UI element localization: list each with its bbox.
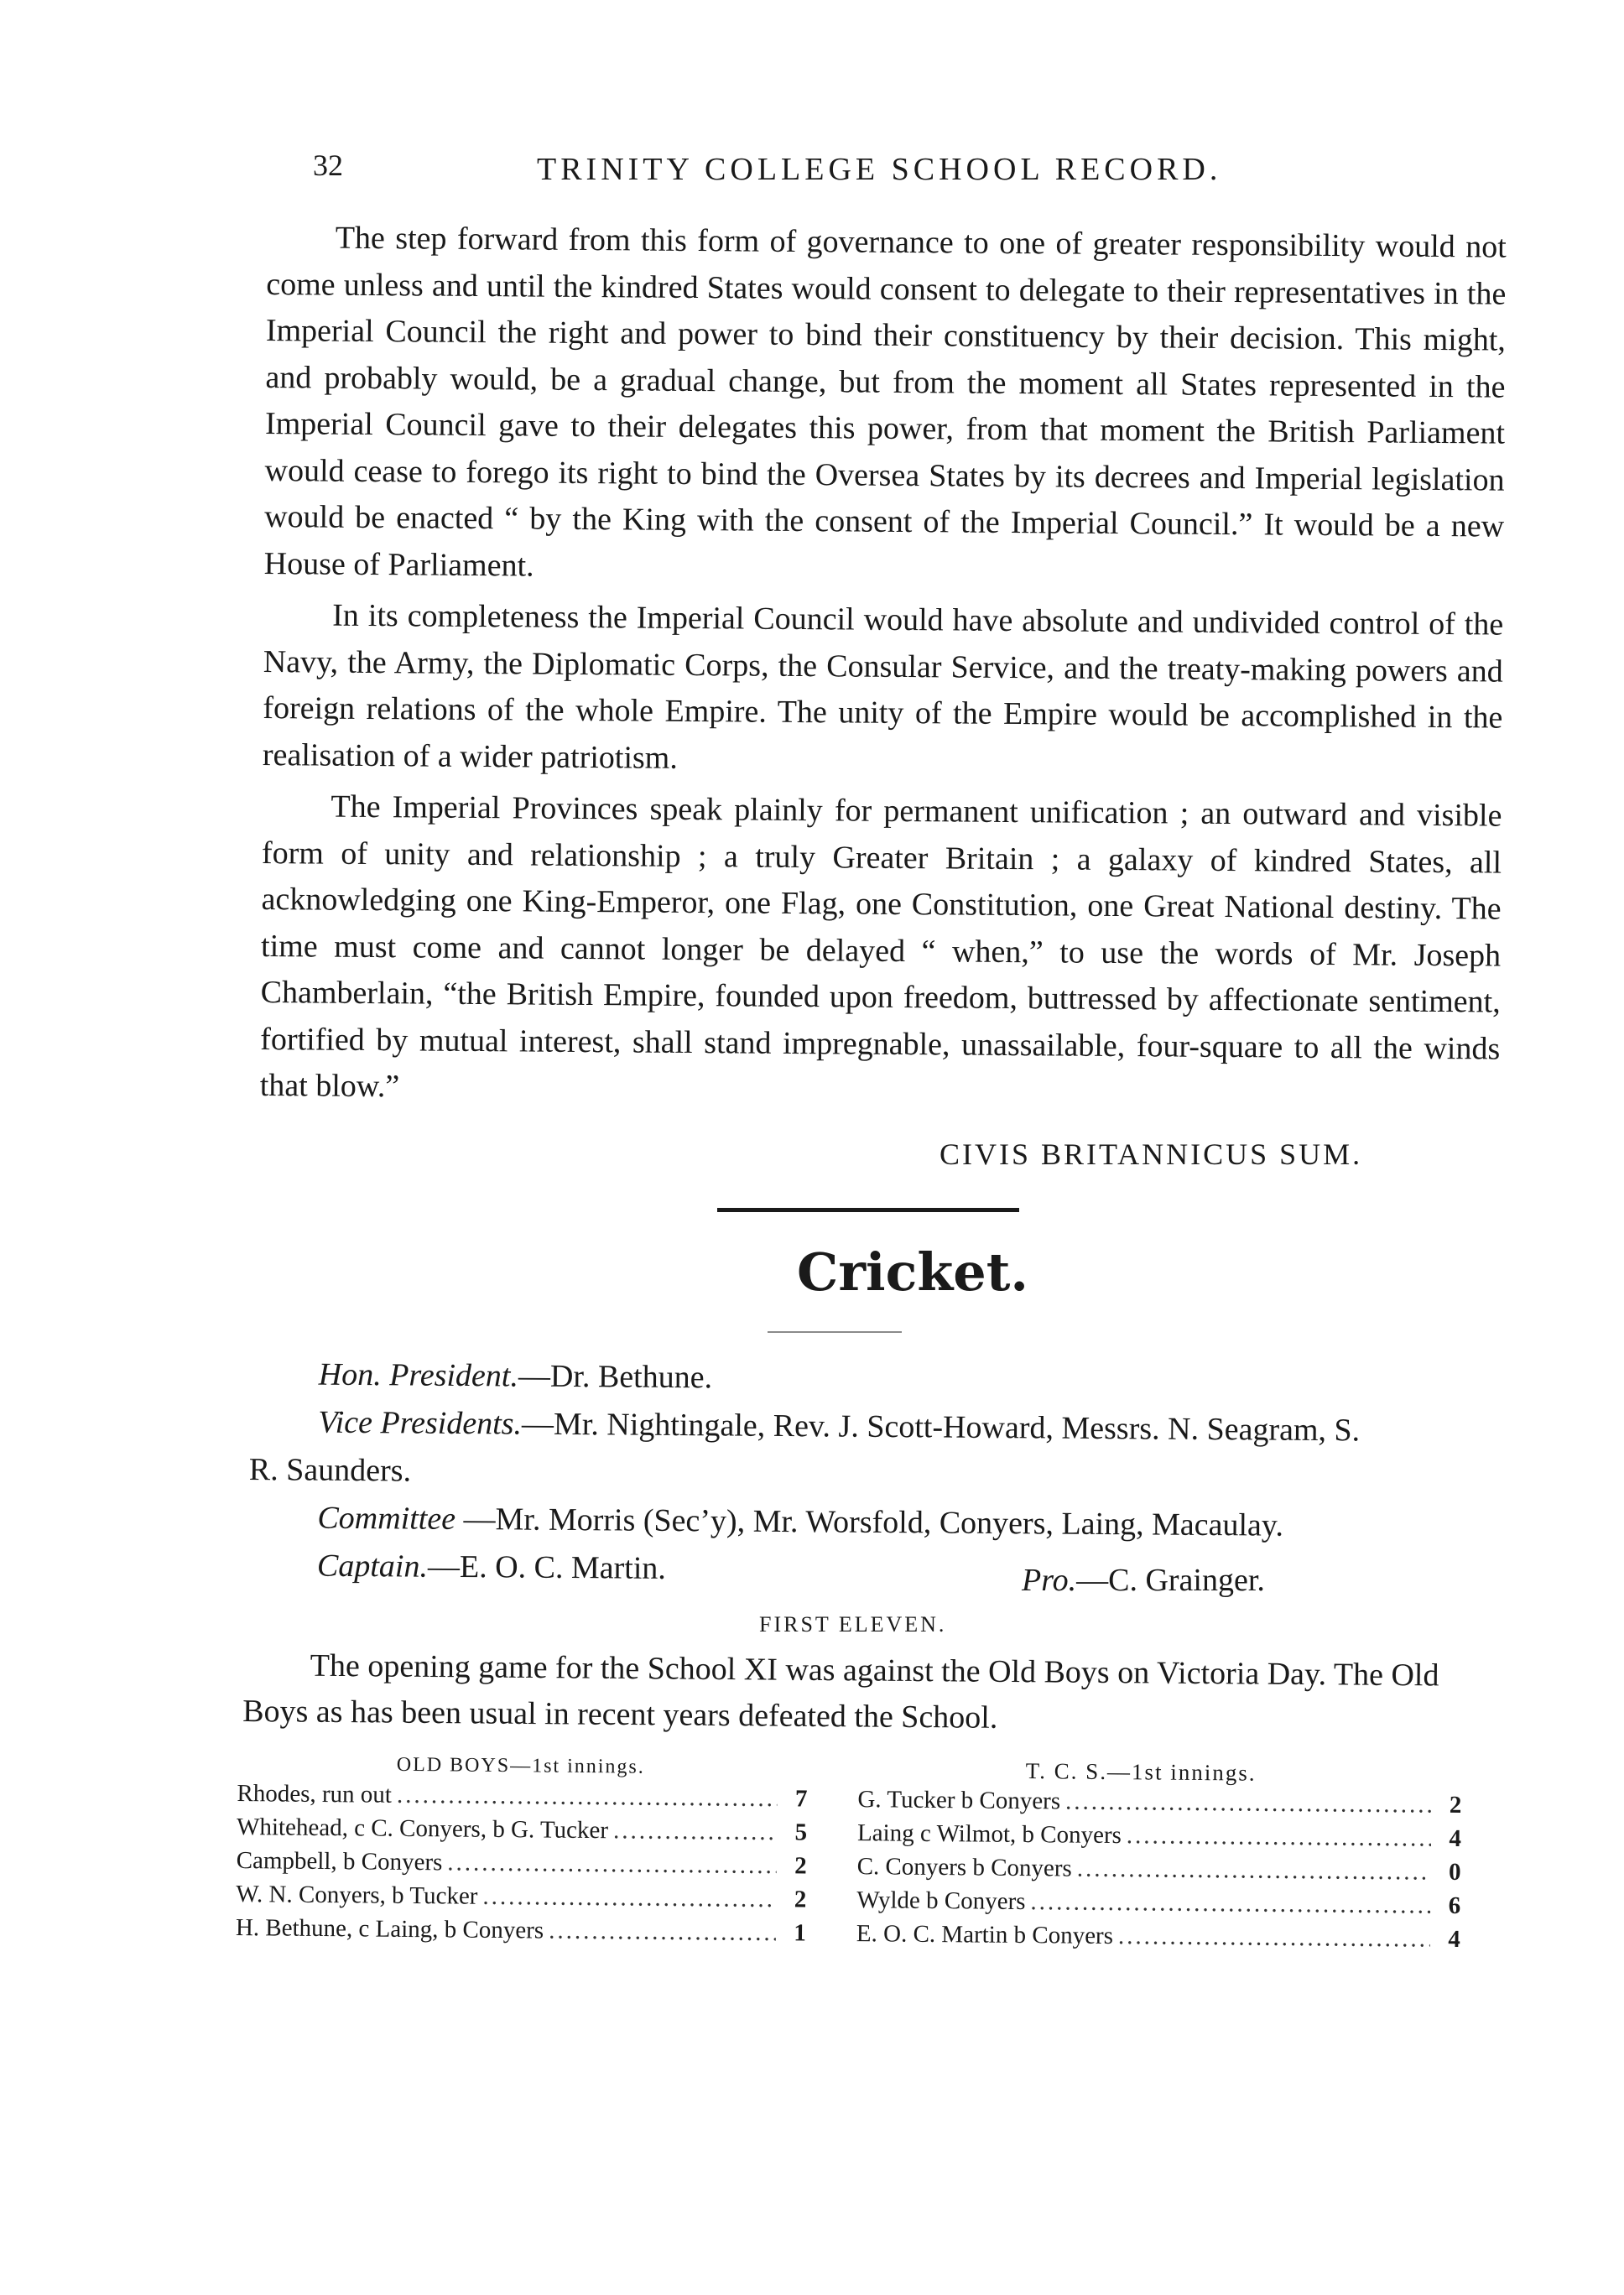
leader-dots [613,1814,777,1849]
vice-presidents-value: —Mr. Nightingale, Rev. J. Scott-Howard, Messrs. N. Seagram, S. [521,1406,1361,1449]
batting-entry: Laing c Wilmot, b Conyers [856,1819,1122,1850]
hon-president-value: —Dr. Bethune. [518,1358,713,1396]
batting-entry: Whitehead, c C. Conyers, b G. Tucker [236,1813,609,1845]
match-intro [242,1642,1476,1746]
leader-dots [1127,1819,1432,1855]
batting-entry: E. O. C. Martin b Conyers [856,1920,1114,1950]
runs-value: 2 [794,1852,807,1880]
tcs-innings-heading: T. C. S.—1st innings. [1025,1758,1257,1786]
batting-row [237,1777,807,1816]
runs-value: 4 [1448,1925,1461,1954]
leader-dots [549,1914,776,1950]
leader-dots [447,1845,777,1882]
pro-value: —C. Grainger. [1076,1563,1265,1598]
batting-entry: W. N. Conyers, b Tucker [236,1880,478,1910]
batting-row [236,1877,806,1917]
batting-row [236,1911,806,1950]
match-intro-text: The opening game for the School XI was against the Old Boys on Victoria Day. The Old Boys as has been usual in recent years defeated the School. [242,1647,1439,1736]
leader-dots [1118,1919,1430,1956]
vice-presidents-line [249,1398,1482,1456]
leader-dots [397,1778,778,1815]
tcs-innings [856,1752,1462,1956]
batting-row [856,1883,1460,1923]
old-boys-innings-heading: OLD BOYS—1st innings. [396,1753,645,1778]
leader-dots [1030,1885,1430,1923]
batting-row [237,1844,807,1883]
runs-value: 0 [1448,1858,1461,1886]
batting-entry: H. Bethune, c Laing, b Conyers [235,1913,544,1944]
page-number: 32 [313,148,343,182]
leader-dots [1065,1784,1432,1821]
captain-label: Captain. [316,1548,429,1585]
hon-president-label: Hon. President. [318,1356,519,1394]
leader-dots [1077,1852,1431,1889]
batting-entry: Campbell, b Conyers [236,1846,443,1876]
first-eleven-heading: FIRST ELEVEN. [759,1612,947,1637]
vice-presidents-continuation: R. Saunders. [248,1451,412,1489]
batting-row [856,1850,1460,1889]
batting-row [857,1782,1461,1822]
committee-value: —Mr. Morris (Sec’y), Mr. Worsfold, Conyers, Laing, Macaulay. [455,1501,1284,1543]
runs-value: 6 [1448,1892,1461,1920]
batting-row [856,1917,1460,1956]
batting-entry: Wylde b Conyers [856,1886,1026,1916]
scorecard [235,1746,1479,1954]
batting-row [857,1816,1461,1855]
running-head: TRINITY COLLEGE SCHOOL RECORD. [537,152,1222,187]
old-boys-innings [236,1746,808,1950]
batting-row [237,1810,807,1850]
title-underline [768,1331,902,1333]
runs-value: 5 [794,1819,808,1846]
runs-value: 4 [1449,1824,1462,1853]
committee-label: Committee [317,1500,456,1537]
leader-dots [482,1880,776,1916]
batting-entry: C. Conyers b Conyers [856,1853,1072,1882]
captain-value: —E. O. C. Martin. [427,1548,667,1586]
pro-label: Pro. [1022,1563,1077,1598]
runs-value: 7 [794,1785,808,1813]
vice-presidents-label: Vice Presidents. [318,1404,523,1442]
runs-value: 2 [794,1886,807,1913]
essay-paragraph: The step forward from this form of governance to one of greater responsibility would not come unless and until the kindred States would consent to delegate to their representatives in the Imperial Council the right and power to bind their constituency by their decision. This might, and probably would, be a gradual change, but from the moment all States represented in the Imperial Council gave to their delegates this power, from that moment the British Parliament would cease to forego its right to bind the Oversea States by its decrees and Imperial legislation would be enacted “ by the King with the consent of the Imperial Council.” It would be a new House of Parliament. [263,220,1507,584]
club-officers [248,1350,1483,1600]
batting-entry: Rhodes, run out [237,1779,393,1808]
essay-paragraph: In its completeness the Imperial Council would have absolute and undivided control of the Navy, the Army, the Diplomatic Corps, the Consular Service, and the treaty-making powers and foreign relations of the whole Empire. The unity of the Empire would be accomplished in the realisation of a wider patriotism. [262,597,1504,776]
section-title: Cricket. [797,1241,1028,1303]
runs-value: 2 [1449,1791,1462,1819]
captain-line [248,1542,1481,1600]
essay-paragraph: The Imperial Provinces speak plainly for permanent unification ; an outward and visible form of unity and relationship ; a truly Greater Britain ; a galaxy of kindred States, all acknowledging one King-Emperor, one Flag, one Constitution, one Great National destiny. The time must come and cannot longer be delayed “ when,” to use the words of Mr. Joseph Chamberlain, “the British Empire, founded upon freedom, buttressed by affectionate sentiment, fortified by mutual interest, shall stand impregnable, unassailable, four-square to all the winds that blow.” [259,788,1502,1105]
runs-value: 1 [794,1919,807,1947]
essay-signature: CIVIS BRITANNICUS SUM. [940,1137,1363,1171]
batting-entry: G. Tucker b Conyers [857,1786,1061,1815]
pro-line [1022,1562,1265,1599]
section-divider [717,1208,1019,1212]
essay-body [260,215,1507,1119]
